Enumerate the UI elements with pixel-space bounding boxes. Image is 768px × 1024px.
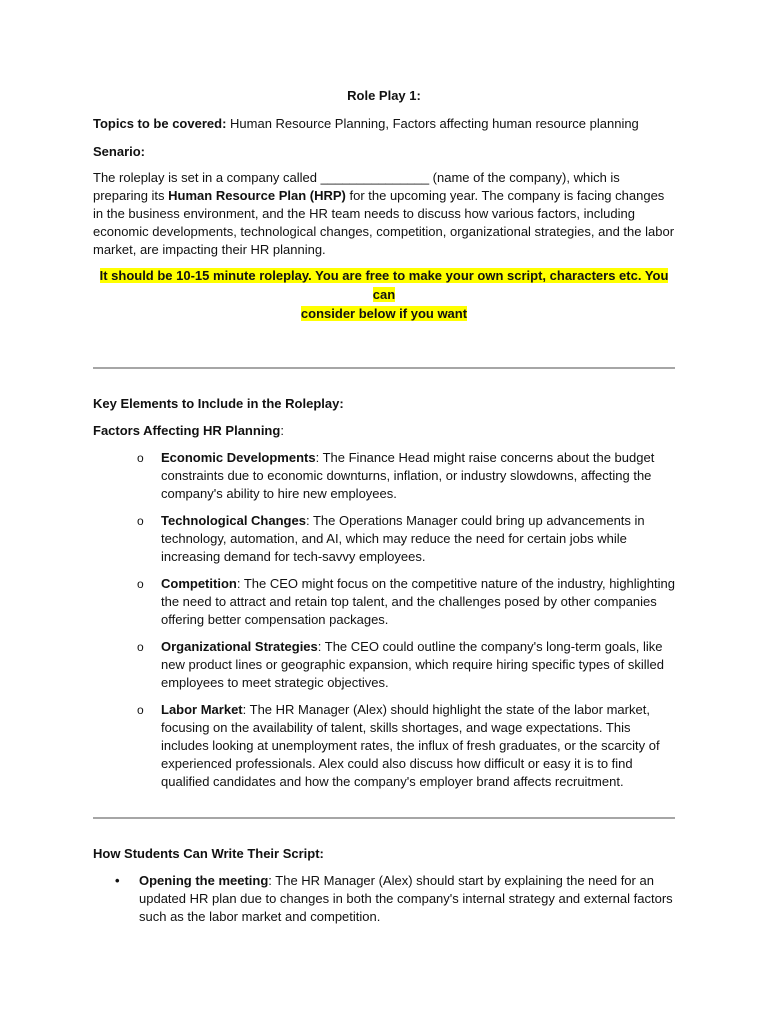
factor-item-labor-market	[137, 701, 675, 791]
highlight-line-2: consider below if you want	[300, 306, 468, 321]
bullet-o: o	[137, 703, 144, 717]
factor-label: Technological Changes	[161, 513, 306, 528]
instruction-highlight	[93, 266, 675, 323]
factor-item-organizational	[137, 638, 675, 692]
scenario-heading: Senario:	[93, 144, 146, 159]
factor-label: Economic Developments	[161, 450, 316, 465]
script-item-text: : The HR Manager (Alex) should start by explaining the need for an updated HR plan due to changes in both the company's internal strategy and external factors such as the labor market and competition.	[139, 873, 673, 924]
topics-line	[93, 115, 675, 133]
factor-text: : The HR Manager (Alex) should highlight the state of the labor market, focusing on the availability of talent, skills shortages, and wage expectations. This includes looking at unemployment rates, the influx of fresh graduates, or the scarcity of experienced professionals. Alex could also discuss how difficult or easy it is to find qualified candidates and how the company's employer brand affects recruitment.	[161, 702, 660, 789]
script-heading: How Students Can Write Their Script:	[93, 846, 324, 861]
factor-text: : The CEO might focus on the competitive nature of the industry, highlighting the need to attract and retain top talent, and the challenges posed by other companies offering better compensation packages.	[161, 576, 675, 627]
scenario-paragraph	[93, 169, 675, 259]
key-elements-heading: Key Elements to Include in the Roleplay:	[93, 396, 344, 411]
factors-heading-bold: Factors Affecting HR Planning	[93, 423, 281, 438]
topics-label: Topics to be covered:	[93, 116, 227, 131]
factor-label: Organizational Strategies	[161, 639, 318, 654]
factor-label: Competition	[161, 576, 237, 591]
factor-text: : The Operations Manager could bring up advancements in technology, automation, and AI, which may reduce the need for certain jobs while increasing demand for tech-savvy employees.	[161, 513, 645, 564]
bullet-o: o	[137, 514, 144, 528]
scenario-bold: Human Resource Plan (HRP)	[168, 188, 346, 203]
factor-label: Labor Market	[161, 702, 243, 717]
bullet-o: o	[137, 577, 144, 591]
factor-text: : The CEO could outline the company's long-term goals, like new product lines or geographic expansion, which require hiring specific types of skilled employees to meet strategic objectives.	[161, 639, 664, 690]
topics-text: Human Resource Planning, Factors affecting human resource planning	[226, 116, 639, 131]
bullet-o: o	[137, 640, 144, 654]
factors-heading-rest: :	[280, 423, 284, 438]
factor-text: : The Finance Head might raise concerns about the budget constraints due to economic downturns, inflation, or industry slowdowns, affecting the company's ability to hire new employees.	[161, 450, 655, 501]
highlight-line-1: It should be 10-15 minute roleplay. You are free to make your own script, characters etc. You can	[99, 268, 669, 302]
bullet-dot: •	[115, 873, 120, 888]
divider-2	[93, 817, 675, 819]
factor-item-technological	[137, 512, 675, 566]
script-item-opening	[115, 872, 675, 926]
divider-1	[93, 367, 675, 369]
scenario-text-2: for the upcoming year. The company is facing changes in the business environment, and the HR team needs to discuss how various factors, including economic developments, technological changes, competition, organizational strategies, and the labor market, are impacting their HR planning.	[93, 188, 675, 257]
factor-item-economic	[137, 449, 675, 503]
factor-item-competition	[137, 575, 675, 629]
bullet-o: o	[137, 451, 144, 465]
scenario-text-1: The roleplay is set in a company called _______________ (name of the company), which is preparing its	[93, 170, 620, 203]
script-item-label: Opening the meeting	[139, 873, 269, 888]
page-title: Role Play 1:	[347, 88, 421, 103]
factors-heading	[93, 422, 675, 440]
